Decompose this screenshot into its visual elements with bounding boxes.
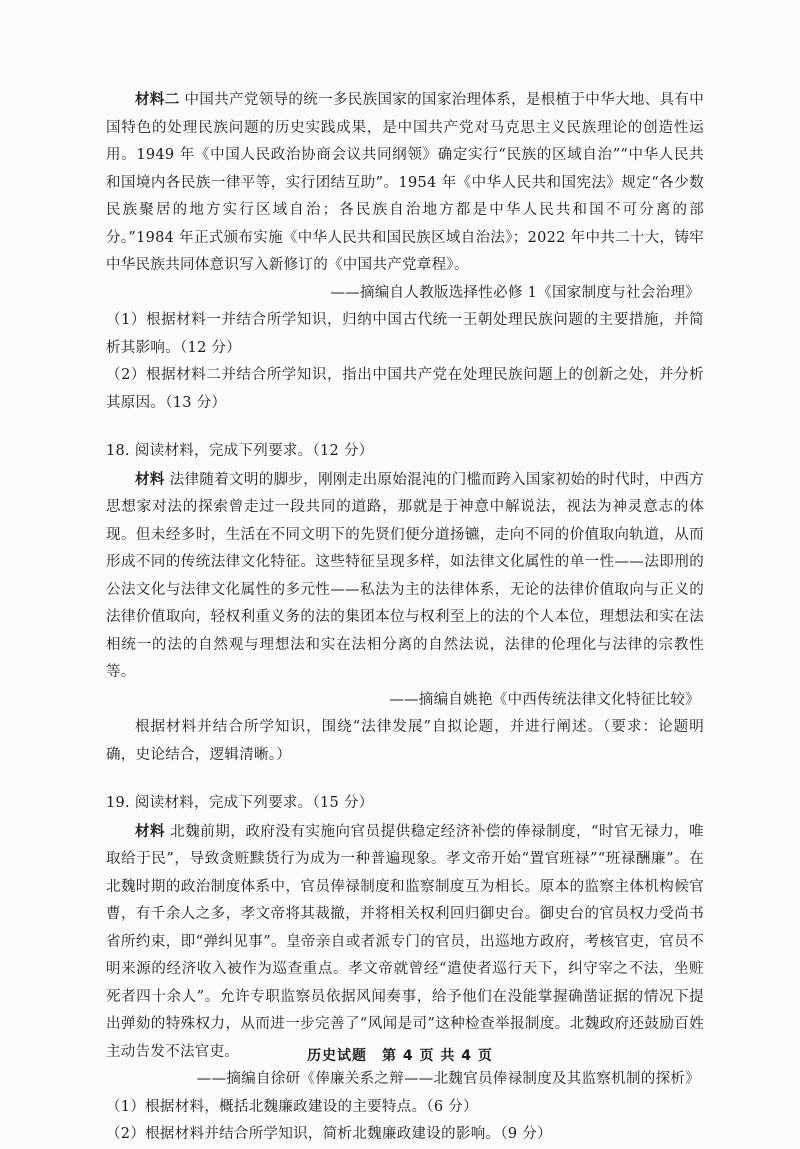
page-footer: 历史试题 第 4 页 共 4 页 (307, 1048, 493, 1064)
question-18-title: 18. 阅读材料，完成下列要求。（12 分） (106, 443, 374, 459)
material-2-text: 中国共产党领导的统一多民族国家的国家治理体系，是根植于中华大地、具有中国特色的处理民族问题的历史实践成果，是中国共产党对马克思主义民族理论的创造性运用。1949 年《中国人民政治协商会议共同纲领》确定实行“民族的区域自治”“中华人民共和国境内各民族一律平等，实行团结互助”。1954 年《中华人民共和国宪法》规定“各少数民族聚居的地方实行区域自治；各民族自治地方都是中华人民共和国不可分离的部分。”1984 年正式颁布实施《中华人民共和国民族区域自治法》；2022 年中共二十大，铸牢中华民族共同体意识写入新修订的《中国共产党章程》。 (106, 92, 705, 273)
question-19-title: 19. 阅读材料，完成下列要求。（15 分） (106, 795, 374, 811)
question-19-material-text: 北魏前期，政府没有实施向官员提供稳定经济补偿的俸禄制度，“时官无禄力，唯取给于民”，导致贪赃黩货行为成为一种普遍现象。孝文帝开始“置官班禄”“班禄酬廉”。在北魏时期的政治制度体系中，官员俸禄制度和监察制度互为相长。原本的监察主体机构候官曹，有千余人之多，孝文帝将其裁撤，并将相关权利回归御史台。御史台的官员权力受尚书省所约束，即“弹纠见事”。皇帝亲自或者派专门的官员，出巡地方政府，考核官吏，官员不明来源的经济收入被作为巡查重点。孝文帝就曾经“遣使者巡行天下，纠守宰之不法，坐赃死者四十余人”。允许专职监察员依据风闻奏事，给予他们在没能掌握确凿证据的情况下提出弹劾的特殊权力，从而进一步完善了“风闻是司”这种检查举报制度。北魏政府还鼓励百姓主动告发不法官吏。 (106, 823, 704, 1060)
material-2-source: ——摘编自人教版选择性必修 1《国家制度与社会治理》 (330, 284, 700, 301)
question-18-material-text: 法律随着文明的脚步，刚刚走出原始混沌的门槛而跨入国家初始的时代时，中西方思想家对法的探索曾走过一段共同的道路，那就是于神意中解说法，视法为神灵意志的体现。但未经多时，生活在不同文明下的先贤们便分道扬镳，走向不同的价值取向轨道，从而形成不同的传统法律文化特征。这些特征呈现多样，如法律文化属性的单一性——法即刑的公法文化与法律文化属性的多元性——私法为主的法律体系，无论的法律价值取向与正义的法律价值取向，轻权利重义务的法的集团本位与权利至上的法的个人本位，理想法和实在法相统一的法的自然观与理想法和实在法相分离的自然法说，法律的伦理化与法律的宗教性等。 (106, 471, 704, 680)
question-18-prompt: 根据材料并结合所学知识，围绕“法律发展”自拟论题，并进行阐述。（要求：论题明确，史论结合，逻辑清晰。） (106, 719, 704, 763)
question-18-source: ——摘编自姚艳《中西传统法律文化特征比较》 (389, 691, 700, 708)
question-17-part-2: （2）根据材料二并结合所学知识，指出中国共产党在处理民族问题上的创新之处，并分析其原因。（13 分） (106, 367, 704, 411)
question-19-part-2: （2）根据材料并结合所学知识，简析北魏廉政建设的影响。（9 分） (106, 1126, 552, 1142)
question-19-material (106, 818, 704, 1067)
question-19-material-label: 材料 (135, 822, 166, 840)
material-2-paragraph (106, 86, 704, 280)
question-19-source: ——摘编自徐研《俸廉关系之辩——北魏官员俸禄制度及其监察机制的探析》 (196, 1071, 700, 1087)
question-18-material (106, 466, 704, 687)
material-2-label: 材料二 (135, 91, 180, 108)
question-18-material-label: 材料 (135, 470, 165, 488)
question-17-part-1: （1）根据材料一并结合所学知识，归纳中国古代统一王朝处理民族问题的主要措施，并简析其影响。（12 分） (106, 312, 704, 356)
question-19-part-1: （1）根据材料，概括北魏廉政建设的主要特点。（6 分） (106, 1098, 478, 1115)
